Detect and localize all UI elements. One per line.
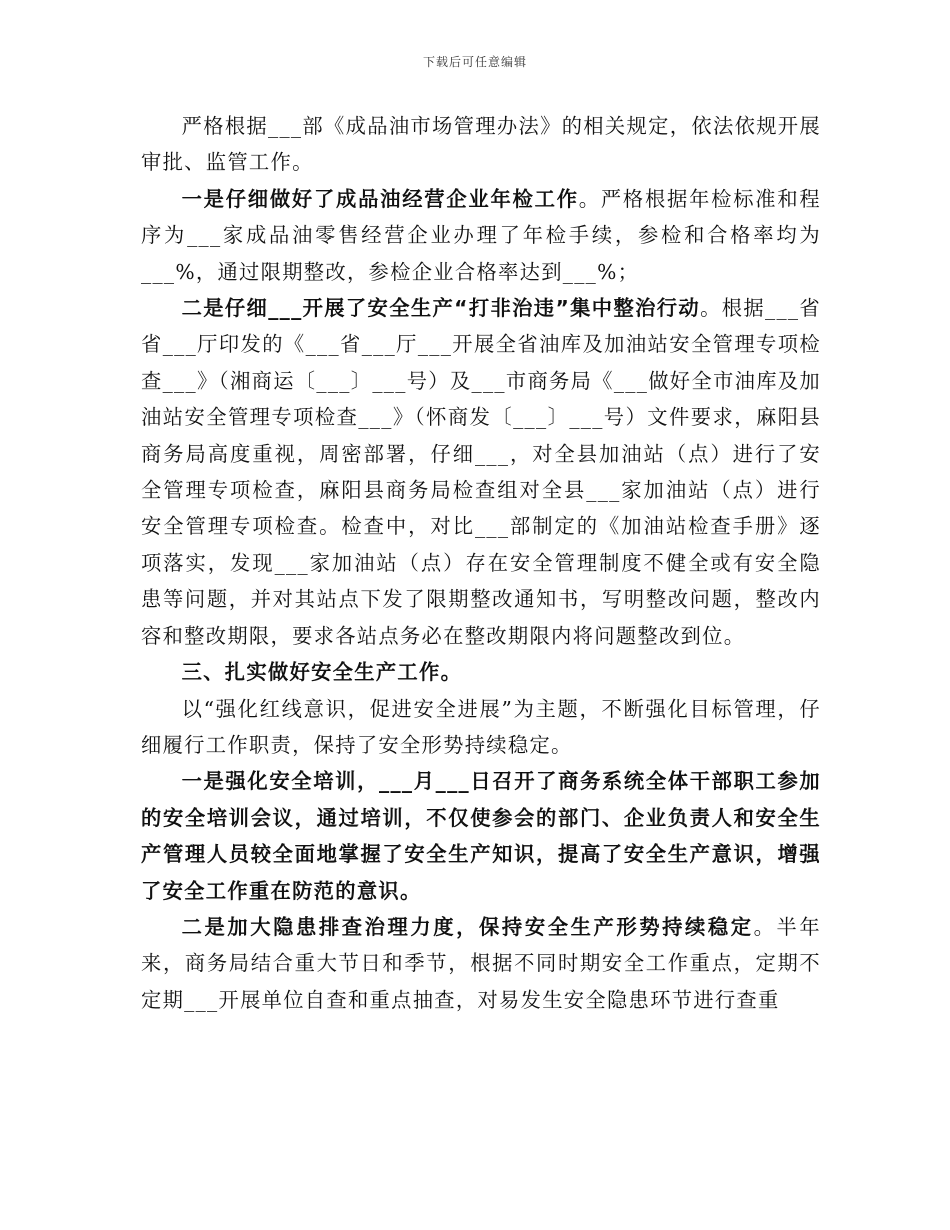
paragraph-7: 二是加大隐患排查治理力度，保持安全生产形势持续稳定。半年来，商务局结合重大节日和季节，根据不同时期安全工作重点，定期不定期___开展单位自查和重点抽查，对易发生安全隐患环节进行查重 [141,914,821,1012]
page-header: 下载后可任意编辑 [422,55,527,69]
paragraph-2: 一是仔细做好了成品油经营企业年检工作。严格根据年检标准和程序为___家成品油零售经营企业办理了年检手续，参检和合格率均为___%，通过限期整改，参检企业合格率达到___%； [141,186,821,284]
paragraph-6: 一是强化安全培训，___月___日召开了商务系统全体干部职工参加的安全培训会议，通过培训，不仅使参会的部门、企业负责人和安全生产管理人员较全面地掌握了安全生产知识，提高了安全生产意识，增强了安全工作重在防范的意识。 [141,769,821,903]
paragraph-3: 二是仔细___开展了安全生产“打非治违”集中整治行动。根据___省省___厅印发的《___省___厅___开展全省油库及加油站安全管理专项检查___》（湘商运〔___〕___号）及___市商务局《___做好全市油库及加油站安全管理专项检查___》（怀商发〔___〕___号）文件要求，麻阳县商务局高度重视，周密部署，仔细___，对全县加油站（点）进行了安全管理专项检查，麻阳县商务局检查组对全县___家加油站（点）进行安全管理专项检查。检查中，对比___部制定的《加油站检查手册》逐项落实，发现___家加油站（点）存在安全管理制度不健全或有安全隐患等问题，并对其站点下发了限期整改通知书，写明整改问题，整改内容和整改期限，要求各站点务必在整改期限内将问题整改到位。 [141,296,821,648]
paragraph-1: 严格根据___部《成品油市场管理办法》的相关规定，依法依规开展审批、监管工作。 [141,114,821,175]
paragraph-5: 以“强化红线意识，促进安全进展”为主题，不断强化目标管理，仔细履行工作职责，保持了安全形势持续稳定。 [141,696,821,757]
document-body [141,108,821,1018]
section-heading: 三、扎实做好安全生产工作。 [181,660,463,685]
